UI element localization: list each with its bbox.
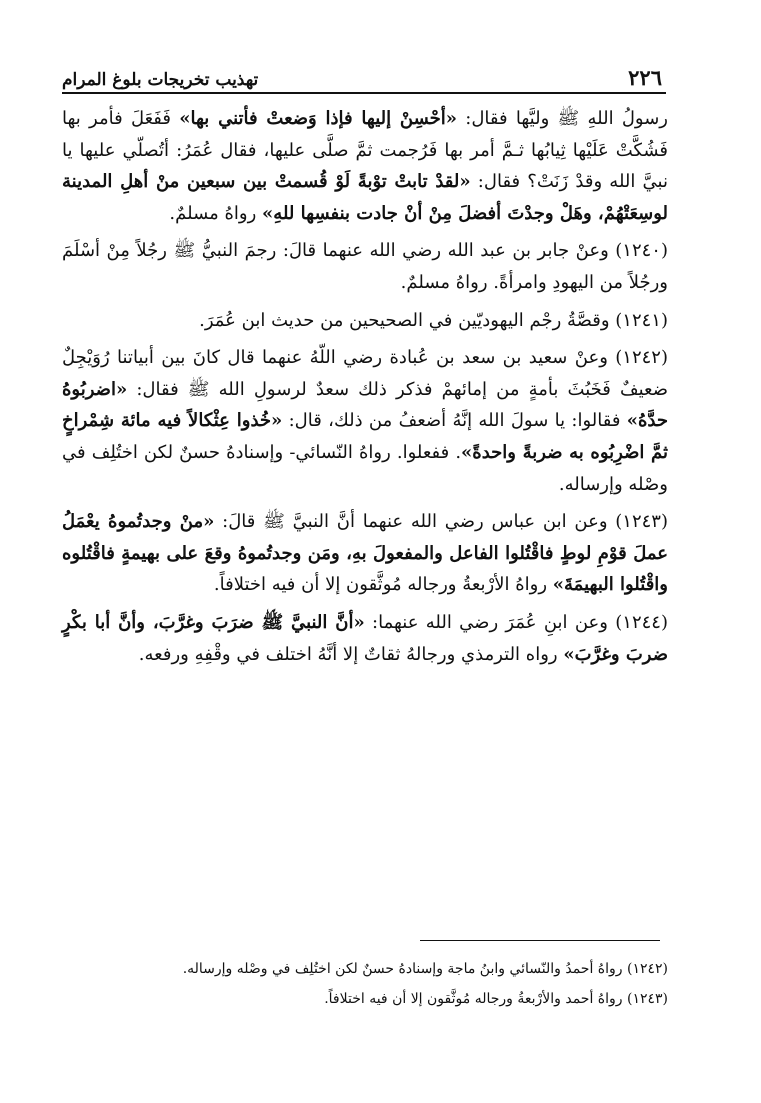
footnote-rule (420, 940, 660, 941)
hadith-1244 (62, 607, 668, 670)
footnote-1242: (١٢٤٢) رواهُ أحمدُ والنّسائي وابنُ ماجة وإسنادهُ حسنٌ لكن اختُلِف في وصْله وإرساله. (182, 961, 668, 977)
text-run: (١٢٤٢) وعنْ سعيد بن سعد بن عُبادة رضي اللّهُ عنهما قال كانَ بين أبياتنا رُوَيْجِلٌ ضعيفٌ فَخَبُثَ بأمةٍ من إمائهمْ فذكر ذلك سعدٌ لرسولِ الله ﷺ فقال: (62, 347, 668, 400)
text-run: فَفَعَلَ فأمر بها فَشُكَّتْ عَلَيْها ثِيابُها ثـمَّ أمر بها فَرُجمت ثمَّ صلَّى عليها، فقال عُمَرُ: أتُصلّي عليها يا نبيَّ الله وقدْ زَنَتْ؟ فقال: (62, 108, 668, 193)
page-number: ٢٢٦ (628, 65, 662, 90)
hadith-quote: «منْ وجدتُموهُ يعْمَلُ عملَ قوْمِ لوطٍ فاقْتُلوا الفاعل والمفعولَ بهِ، ومَن وجدتُموهُ وقعَ على بهيمةٍ فاقْتُلوه واقْتُلوا البهيمَةَ» (62, 511, 668, 596)
hadith-quote: «اضربُوهُ حدَّهُ» (62, 378, 669, 432)
text-run: فقالوا: يا سولَ الله إنَّهُ أضعفُ من ذلك، قال: (282, 410, 627, 432)
footnotes (62, 954, 668, 1014)
hadith-1240: (١٢٤٠) وعنْ جابر بن عبد الله رضي الله عنهما قالَ: رجمَ النبيُّ ﷺ رجُلاً مِنْ أسْلَمَ ورجُلاً من اليهودِ وامرأةً. رواهُ مسلمٌ. (62, 240, 668, 293)
text-run: رسولُ اللهِ ﷺ وليَّها فقال: (457, 108, 668, 129)
hadith-1242 (62, 342, 668, 500)
text-run: (١٢٤٤) وعن ابنِ عُمَرَ رضي الله عنهما: (364, 611, 668, 633)
text-run: (١٢٤٣) وعن ابن عباس رضي الله عنهما أنَّ النبيَّ ﷺ قالَ: (214, 511, 668, 533)
page-header (62, 60, 662, 90)
header-rule (62, 92, 666, 94)
footnote-1243: (١٢٤٣) رواهُ أحمد والأرْبعةُ ورجاله مُوثَّقون إلا أن فيه اختلافاً. (324, 991, 668, 1007)
hadith-quote: «خُذوا عِثْكالاً فيه مائة شِمْراخٍ ثمَّ اضْرِبُوه به ضربةً واحدةً» (62, 410, 668, 463)
hadith-quote: «أنَّ النبيَّ ﷺ ضرَبَ وغرَّبَ، وأنَّ أبا بكْرٍ ضربَ وغرَّبَ» (62, 611, 668, 665)
hadith-1243 (62, 506, 668, 601)
hadith-quote: «أحْسِنْ إليها فإذا وَضعتْ فأتني بها» (179, 108, 458, 129)
main-text (62, 103, 668, 676)
paragraph-continued (62, 103, 668, 229)
hadith-1241: (١٢٤١) وقصَّةُ رجْم اليهوديّين في الصحيحين من حديث ابن عُمَرَ. (199, 309, 668, 331)
text-run: رواهُ مسلمٌ. (169, 202, 263, 224)
text-run: رواهُ الأرْبعةُ ورجاله مُوثَّقون إلا أن فيه اختلافاً. (213, 574, 553, 596)
text-run: . ففعلوا. رواهُ النّسائي- وإسنادهُ حسنٌ لكن اختُلِف في وصْله وإرساله. (62, 441, 668, 495)
text-run: رواه الترمذي ورجالهُ ثقاتٌ إلا أنَّهُ اختلف في وقْفِهِ ورفعه. (138, 643, 564, 665)
hadith-quote: «لقدْ تابتْ توْبةً لَوْ قُسمتْ بين سبعين منْ أهلِ المدينة لوسِعَتْهُمْ، وهَلْ وجدْتَ أفضلَ مِنْ أنْ جادت بنفسِها للهِ» (62, 171, 668, 224)
running-title: تهذيب تخريجات بلوغ المرام (62, 70, 259, 90)
